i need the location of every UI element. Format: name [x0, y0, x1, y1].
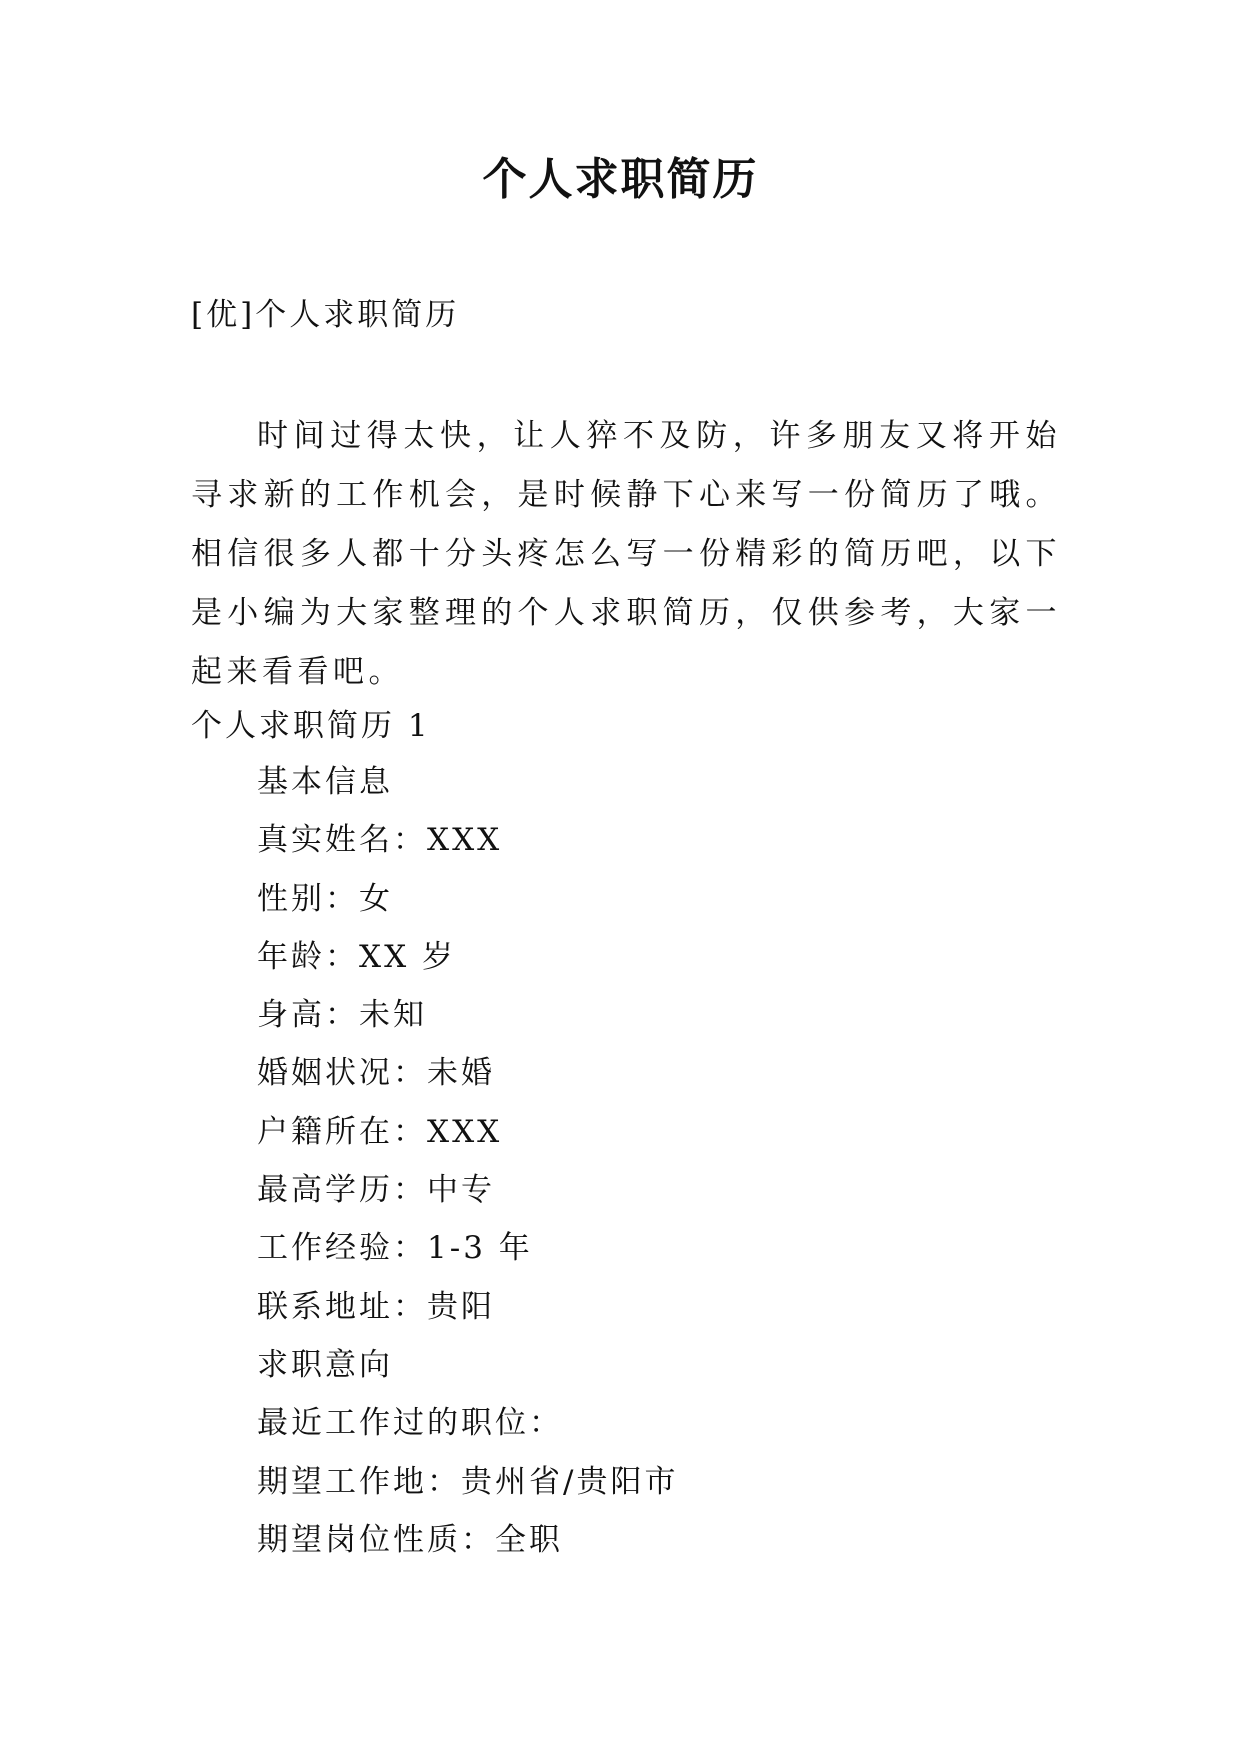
section-heading: 个人求职简历 1 [191, 708, 431, 744]
line-real-name: 真实姓名：XXX [257, 822, 503, 859]
line-expected-location: 期望工作地：贵州省/贵阳市 [257, 1463, 679, 1500]
intro-paragraph: 时间过得太快，让人猝不及防，许多朋友又将开始寻求新的工作机会，是时候静下心来写一份简历了哦。相信很多人都十分头疼怎么写一份精彩的简历吧，以下是小编为大家整理的个人求职简历，仅供参考，大家一起来看看吧。 [191, 418, 1061, 690]
line-age: 年龄：XX 岁 [257, 938, 456, 975]
line-job-intention-heading: 求职意向 [257, 1346, 393, 1383]
line-marital-status: 婚姻状况：未婚 [257, 1055, 495, 1092]
page-title: 个人求职简历 [482, 154, 759, 205]
line-contact-address: 联系地址：贵阳 [257, 1288, 495, 1325]
line-recent-position: 最近工作过的职位： [257, 1405, 563, 1442]
line-gender: 性别：女 [257, 880, 393, 917]
line-work-experience: 工作经验：1-3 年 [257, 1230, 533, 1267]
resume-lines [257, 760, 678, 1576]
line-expected-job-type: 期望岗位性质：全职 [257, 1521, 563, 1558]
line-education: 最高学历：中专 [257, 1172, 495, 1209]
line-height: 身高：未知 [257, 997, 427, 1034]
line-household-registration: 户籍所在：XXX [257, 1113, 503, 1150]
line-basic-info-heading: 基本信息 [257, 764, 393, 800]
document-subtitle: [优]个人求职简历 [191, 297, 460, 333]
